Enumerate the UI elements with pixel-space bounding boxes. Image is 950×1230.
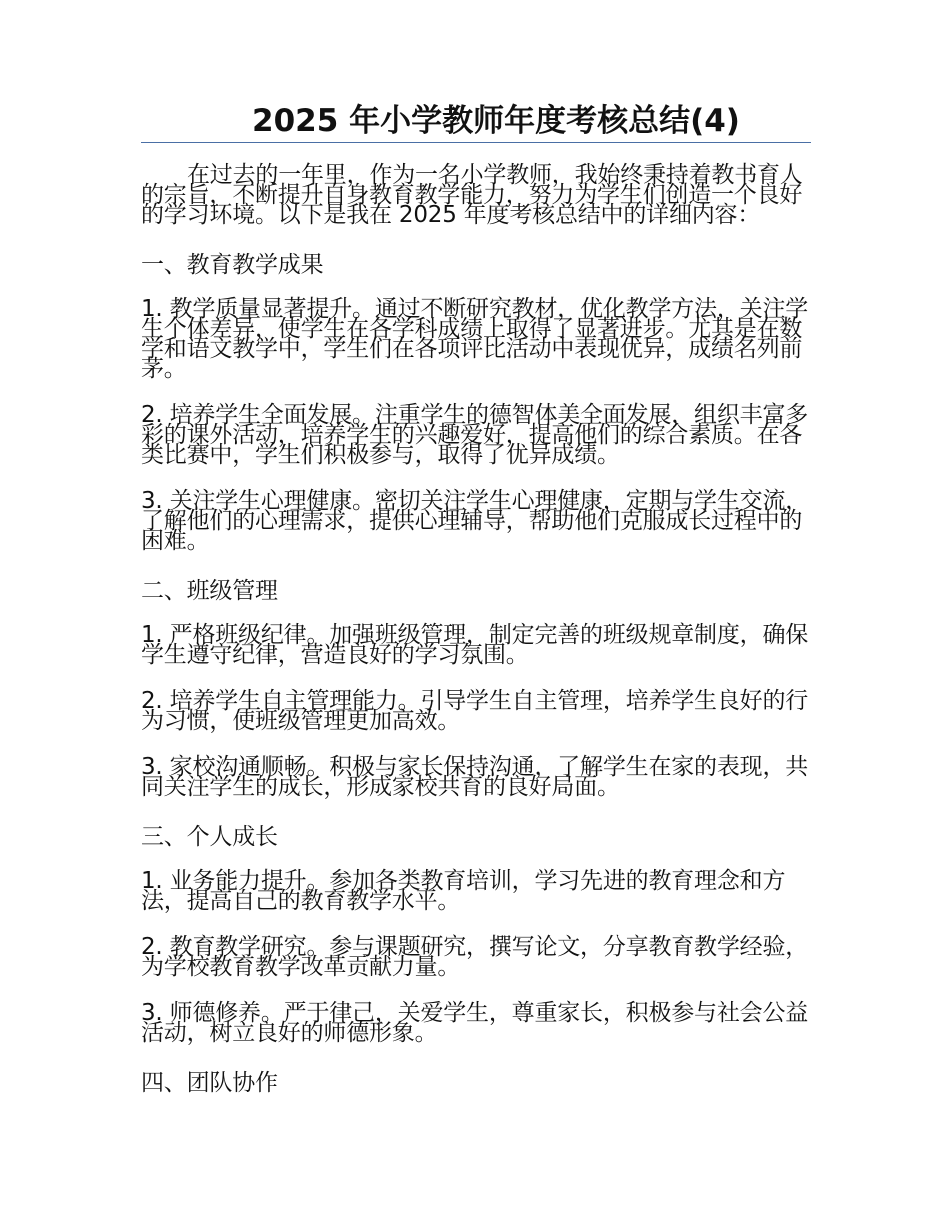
paragraph-growth-1: 1. 业务能力提升。参加各类教育培训，学习先进的教育理念和方法，提高自己的教育教学水平。 [141,868,786,914]
paragraph-class-3: 3. 家校沟通顺畅。积极与家长保持沟通，了解学生在家的表现，共同关注学生的成长，形成家校共育的良好局面。 [141,754,809,800]
paragraph-teaching-3: 3. 关注学生心理健康。密切关注学生心理健康，定期与学生交流，了解他们的心理需求，提供心理辅导，帮助他们克服成长过程中的困难。 [141,488,809,554]
section-heading-personal-growth: 三、个人成长 [141,824,278,850]
paragraph-class-1: 1. 严格班级纪律。加强班级管理，制定完善的班级规章制度，确保学生遵守纪律，营造良好的学习氛围。 [141,622,809,668]
section-heading-class-management: 二、班级管理 [141,578,278,604]
paragraph-growth-3: 3. 师德修养。严于律己，关爱学生，尊重家长，积极参与社会公益活动，树立良好的师德形象。 [141,1000,809,1046]
paragraph-growth-2: 2. 教育教学研究。参与课题研究，撰写论文，分享教育教学经验，为学校教育教学改革贡献力量。 [141,934,809,980]
paragraph-class-2: 2. 培养学生自主管理能力。引导学生自主管理，培养学生良好的行为习惯，使班级管理更加高效。 [141,688,809,734]
paragraph-teaching-1: 1. 教学质量显著提升。通过不断研究教材，优化教学方法，关注学生个体差异，使学生在各学科成绩上取得了显著进步。尤其是在数学和语文教学中，学生们在各项评比活动中表现优异，成绩名列前茅。 [141,296,809,382]
document-page [141,102,811,1096]
document-title [141,102,811,143]
intro-paragraph: 在过去的一年里，作为一名小学教师，我始终秉持着教书育人的宗旨，不断提升自身教育教学能力，努力为学生们创造一个良好的学习环境。以下是我在 2025 年度考核总结中的详细内容： [141,162,803,228]
document-title-text: 2025 年小学教师年度考核总结(4) [252,103,740,139]
section-heading-teamwork: 四、团队协作 [141,1070,278,1096]
section-heading-teaching: 一、教育教学成果 [141,252,324,278]
paragraph-teaching-2: 2. 培养学生全面发展。注重学生的德智体美全面发展，组织丰富多彩的课外活动，培养学生的兴趣爱好，提高他们的综合素质。在各类比赛中，学生们积极参与，取得了优异成绩。 [141,402,809,468]
